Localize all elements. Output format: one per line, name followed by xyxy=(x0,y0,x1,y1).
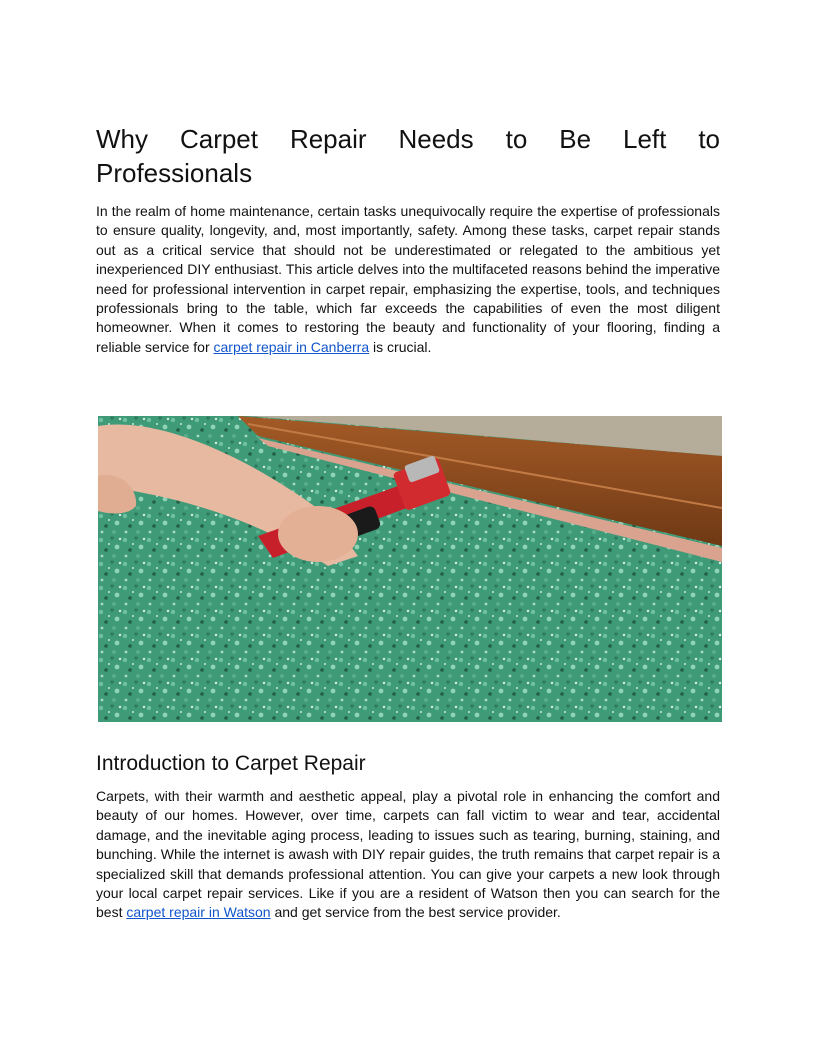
section-heading: Introduction to Carpet Repair xyxy=(96,752,366,775)
carpet-repair-canberra-link[interactable]: carpet repair in Canberra xyxy=(213,338,370,355)
section-paragraph xyxy=(96,787,720,923)
document-body xyxy=(96,122,720,357)
fist xyxy=(278,506,358,562)
intro-paragraph-tail: is crucial. xyxy=(369,338,432,355)
section-paragraph-tail: and get service from the best service provider. xyxy=(270,904,561,921)
carpet-repair-photo xyxy=(98,416,722,722)
carpet-repair-watson-link[interactable]: carpet repair in Watson xyxy=(126,904,271,921)
section-paragraph-text: Carpets, with their warmth and aesthetic appeal, play a pivotal role in enhancing the comfort and beauty of our homes. However, over time, carpets can fall victim to wear and tear, accidental damage, and the inevitable aging process, leading to issues such as tearing, burning, staining, and bunching. While the internet is awash with DIY repair guides, the truth remains that carpet repair is a specialized skill that demands professional attention. You can give your carpets a new look through your local carpet repair services. Like if you are a resident of Watson then you can search for the best xyxy=(96,788,720,921)
intro-paragraph xyxy=(96,202,720,357)
intro-paragraph-text: In the realm of home maintenance, certain tasks unequivocally require the expertise of professionals to ensure quality, longevity, and, most importantly, safety. Among these tasks, carpet repair stands out as a critical service that should not be underestimated or relegated to the ambitious yet inexperienced DIY enthusiast. This article delves into the multifaceted reasons behind the imperative need for professional intervention in carpet repair, emphasizing the expertise, tools, and techniques professionals bring to the table, which far exceeds the capabilities of even the most diligent homeowner. When it comes to restoring the beauty and functionality of your flooring, finding a reliable service for xyxy=(96,203,720,355)
carpet-repair-illustration xyxy=(98,416,722,722)
page-title xyxy=(96,122,720,190)
page-title-line-1: Why Carpet Repair Needs to Be Left to xyxy=(96,124,720,154)
page-title-line-2: Professionals xyxy=(96,158,253,188)
